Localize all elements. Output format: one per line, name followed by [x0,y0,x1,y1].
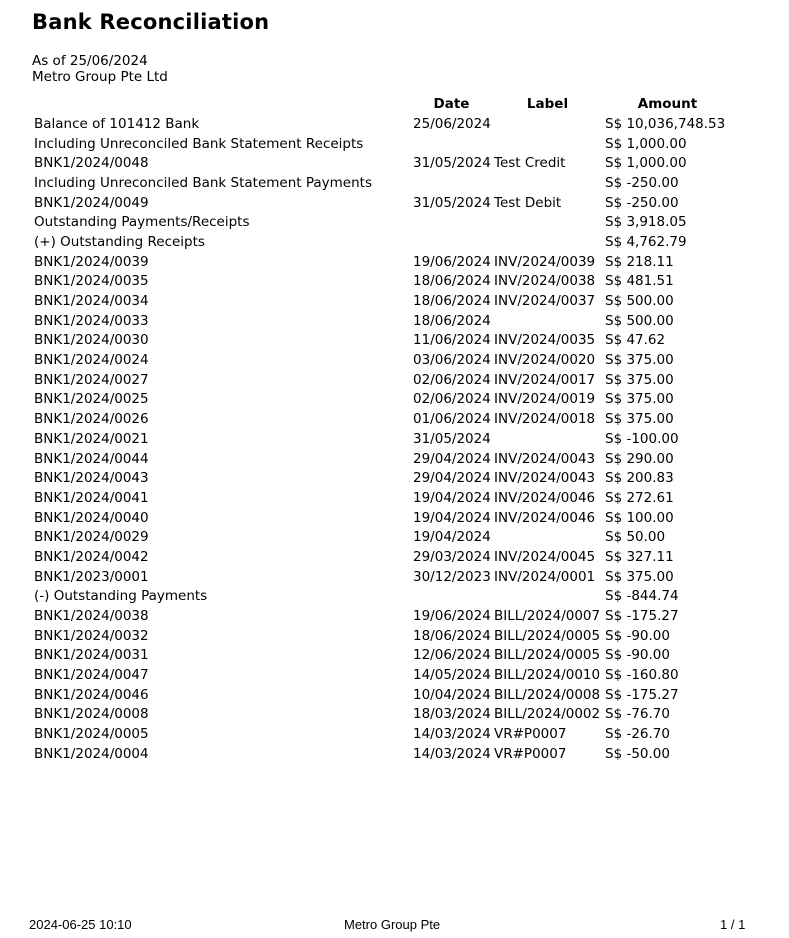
row-label: BILL/2024/0002 [494,706,601,723]
row-amount: S$ 375.00 [605,391,674,408]
row-label: INV/2024/0018 [494,411,596,428]
row-reference: Including Unreconciled Bank Statement Payments [34,174,372,191]
row-label [492,527,603,547]
row-reference: (+) Outstanding Receipts [34,233,205,250]
row-reference: (-) Outstanding Payments [34,588,208,605]
row-date: 31/05/2024 [413,430,491,447]
row-amount: S$ 200.83 [605,470,674,487]
row-date: 03/06/2024 [413,352,491,369]
table-row [32,685,732,705]
row-reference: BNK1/2024/0024 [34,352,149,369]
table-row [32,587,732,607]
row-date [411,212,492,232]
row-date: 10/04/2024 [413,686,491,703]
row-label: Test Credit [494,155,566,172]
row-date: 25/06/2024 [413,115,491,132]
row-label: INV/2024/0020 [494,352,596,369]
row-amount: S$ 272.61 [605,489,674,506]
row-label [492,173,603,193]
row-label: BILL/2024/0010 [494,667,601,684]
row-reference: Balance of 101412 Bank [34,115,200,132]
row-amount: S$ -50.00 [605,745,670,762]
table-row [32,567,732,587]
row-date: 31/05/2024 [413,194,491,211]
row-label: VR#P0007 [494,726,567,743]
row-label: INV/2024/0046 [494,509,596,526]
row-label: BILL/2024/0005 [494,627,601,644]
row-reference: BNK1/2024/0031 [34,647,149,664]
row-reference: BNK1/2024/0034 [34,293,149,310]
column-header-label: Label [526,96,569,112]
row-label [492,429,603,449]
table-row [32,468,732,488]
table-row [32,193,732,213]
table-row [32,134,732,154]
table-row [32,665,732,685]
row-amount: S$ 47.62 [605,332,666,349]
row-date: 19/06/2024 [413,608,491,625]
row-date [411,134,492,154]
row-reference: BNK1/2024/0025 [34,391,149,408]
as-of-date: As of 25/06/2024 [32,53,148,69]
row-reference: BNK1/2024/0039 [34,253,149,270]
row-reference: BNK1/2023/0001 [34,568,149,585]
row-reference: BNK1/2024/0005 [34,726,149,743]
row-amount: S$ -250.00 [605,194,679,211]
row-date: 29/03/2024 [413,548,491,565]
reconciliation-table [32,94,732,764]
table-row [32,173,732,193]
row-date: 29/04/2024 [413,470,491,487]
row-amount: S$ 290.00 [605,450,674,467]
table-row [32,350,732,370]
column-header-amount: Amount [637,96,698,112]
row-label [492,587,603,607]
row-date: 01/06/2024 [413,411,491,428]
row-label: INV/2024/0001 [494,568,596,585]
row-reference: BNK1/2024/0008 [34,706,149,723]
table-row [32,606,732,626]
row-date: 02/06/2024 [413,371,491,388]
row-reference: BNK1/2024/0030 [34,332,149,349]
row-label: Test Debit [494,194,562,211]
table-row [32,705,732,725]
row-date: 02/06/2024 [413,391,491,408]
row-date: 18/06/2024 [413,312,491,329]
row-amount: S$ 1,000.00 [605,155,687,172]
row-reference: BNK1/2024/0043 [34,470,149,487]
row-label: INV/2024/0039 [494,253,596,270]
row-amount: S$ 500.00 [605,293,674,310]
row-reference: BNK1/2024/0044 [34,450,149,467]
row-date: 30/12/2023 [413,568,491,585]
row-amount: S$ 4,762.79 [605,233,687,250]
table-row [32,626,732,646]
table-row [32,331,732,351]
row-label: INV/2024/0038 [494,273,596,290]
row-amount: S$ -90.00 [605,627,670,644]
row-reference: BNK1/2024/0032 [34,627,149,644]
row-date: 11/06/2024 [413,332,491,349]
row-amount: S$ 375.00 [605,352,674,369]
row-date: 19/06/2024 [413,253,491,270]
row-date: 29/04/2024 [413,450,491,467]
row-amount: S$ 375.00 [605,568,674,585]
row-amount: S$ 1,000.00 [605,135,687,152]
row-reference: BNK1/2024/0021 [34,430,149,447]
row-reference: BNK1/2024/0046 [34,686,149,703]
row-date: 31/05/2024 [413,155,491,172]
row-date: 14/03/2024 [413,745,491,762]
row-amount: S$ 481.51 [605,273,674,290]
table-row [32,390,732,410]
row-date: 14/03/2024 [413,726,491,743]
row-label [492,134,603,154]
row-label: BILL/2024/0005 [494,647,601,664]
row-label: INV/2024/0045 [494,548,596,565]
row-date [411,173,492,193]
table-body [32,114,732,764]
table-row [32,252,732,272]
row-date: 18/03/2024 [413,706,491,723]
row-amount: S$ 10,036,748.53 [605,115,726,132]
row-label: BILL/2024/0008 [494,686,601,703]
row-reference: BNK1/2024/0040 [34,509,149,526]
table-row [32,744,732,764]
table-row [32,212,732,232]
row-amount: S$ 327.11 [605,548,674,565]
row-date: 18/06/2024 [413,273,491,290]
table-row [32,409,732,429]
table-row [32,311,732,331]
table-row [32,153,732,173]
row-date: 19/04/2024 [413,509,491,526]
row-date: 18/06/2024 [413,627,491,644]
row-amount: S$ 218.11 [605,253,674,270]
row-reference: Including Unreconciled Bank Statement Receipts [34,135,364,152]
row-date: 19/04/2024 [413,489,491,506]
row-reference: BNK1/2024/0041 [34,489,149,506]
table-row [32,527,732,547]
table-row [32,114,732,134]
table-row [32,370,732,390]
table-row [32,232,732,252]
footer-printed-at: 2024-06-25 10:10 [29,917,132,932]
row-reference: BNK1/2024/0027 [34,371,149,388]
column-header-date: Date [433,96,470,112]
table-row [32,272,732,292]
footer-page-number: 1 / 1 [720,917,746,932]
row-reference: BNK1/2024/0049 [34,194,149,211]
row-amount: S$ 375.00 [605,371,674,388]
row-label [492,212,603,232]
row-label: INV/2024/0037 [494,293,596,310]
table-row [32,429,732,449]
row-label: BILL/2024/0007 [494,608,601,625]
row-reference: BNK1/2024/0033 [34,312,149,329]
table-row [32,724,732,744]
row-amount: S$ -160.80 [605,667,679,684]
row-label: INV/2024/0043 [494,450,596,467]
row-date: 14/05/2024 [413,667,491,684]
row-date [411,232,492,252]
table-row [32,488,732,508]
row-reference: BNK1/2024/0029 [34,529,149,546]
page-title: Bank Reconciliation [32,10,270,34]
row-amount: S$ -175.27 [605,686,679,703]
row-amount: S$ -844.74 [605,588,679,605]
row-date [411,587,492,607]
row-amount: S$ 100.00 [605,509,674,526]
row-reference: BNK1/2024/0047 [34,667,149,684]
row-reference: BNK1/2024/0035 [34,273,149,290]
row-date: 12/06/2024 [413,647,491,664]
row-label: INV/2024/0035 [494,332,596,349]
row-amount: S$ 50.00 [605,529,666,546]
row-reference: BNK1/2024/0026 [34,411,149,428]
row-label: INV/2024/0043 [494,470,596,487]
row-reference: BNK1/2024/0038 [34,608,149,625]
table-row [32,291,732,311]
row-amount: S$ -26.70 [605,726,670,743]
table-row [32,547,732,567]
row-label: INV/2024/0046 [494,489,596,506]
row-label [492,311,603,331]
row-date: 19/04/2024 [413,529,491,546]
table-row [32,449,732,469]
row-reference: BNK1/2024/0004 [34,745,149,762]
footer-company: Metro Group Pte [344,917,441,932]
row-label [492,114,603,134]
row-amount: S$ -100.00 [605,430,679,447]
row-amount: S$ -76.70 [605,706,670,723]
company-name: Metro Group Pte Ltd [32,69,168,85]
row-date: 18/06/2024 [413,293,491,310]
row-amount: S$ -175.27 [605,608,679,625]
row-label [492,232,603,252]
table-header-row [32,94,732,114]
table-row [32,508,732,528]
row-reference: BNK1/2024/0042 [34,548,149,565]
row-label: INV/2024/0019 [494,391,596,408]
row-reference: BNK1/2024/0048 [34,155,149,172]
row-amount: S$ 375.00 [605,411,674,428]
row-label: VR#P0007 [494,745,567,762]
row-reference: Outstanding Payments/Receipts [34,214,250,231]
column-header-ref [32,94,411,114]
table-row [32,646,732,666]
row-label: INV/2024/0017 [494,371,596,388]
row-amount: S$ -250.00 [605,174,679,191]
row-amount: S$ 500.00 [605,312,674,329]
row-amount: S$ -90.00 [605,647,670,664]
row-amount: S$ 3,918.05 [605,214,687,231]
